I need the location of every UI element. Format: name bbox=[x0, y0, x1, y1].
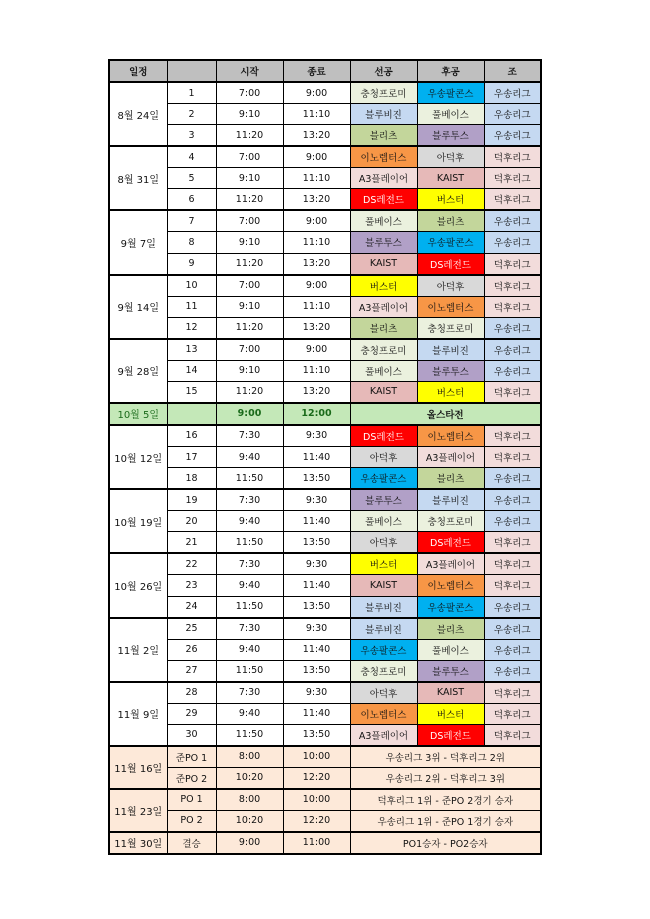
start-time-cell: 9:10 bbox=[216, 296, 283, 317]
matchup-cell: PO1승자 - PO2승자 bbox=[350, 832, 541, 854]
game-no-cell: 16 bbox=[167, 425, 216, 447]
start-time-cell: 9:40 bbox=[216, 575, 283, 596]
first-team-cell: 블루비진 bbox=[350, 596, 417, 618]
game-no-cell: 14 bbox=[167, 360, 216, 381]
second-team-cell: 충청프로미 bbox=[417, 511, 484, 532]
start-time-cell: 9:00 bbox=[216, 832, 283, 854]
end-time-cell: 12:20 bbox=[283, 810, 350, 832]
end-time-cell: 9:30 bbox=[283, 553, 350, 575]
league-cell: 우송리그 bbox=[484, 660, 541, 682]
league-cell: 우송리그 bbox=[484, 125, 541, 147]
date-cell: 10월 26일 bbox=[109, 553, 167, 617]
game-no-cell: 7 bbox=[167, 210, 216, 232]
first-team-cell: 블루투스 bbox=[350, 489, 417, 511]
second-team-cell: 우송팔콘스 bbox=[417, 82, 484, 104]
second-team-cell: 풀베이스 bbox=[417, 639, 484, 660]
second-team-cell: 버스터 bbox=[417, 703, 484, 724]
end-time-cell: 13:50 bbox=[283, 596, 350, 618]
start-time-cell: 7:30 bbox=[216, 553, 283, 575]
end-time-cell: 13:50 bbox=[283, 468, 350, 490]
game-row bbox=[109, 425, 541, 447]
first-team-cell: 우송팔콘스 bbox=[350, 639, 417, 660]
start-time-cell: 10:20 bbox=[216, 810, 283, 832]
header-date: 일정 bbox=[109, 60, 167, 82]
start-time-cell: 11:50 bbox=[216, 532, 283, 554]
second-team-cell: KAIST bbox=[417, 168, 484, 189]
second-team-cell: 이노렙터스 bbox=[417, 296, 484, 317]
end-time-cell: 11:00 bbox=[283, 832, 350, 854]
first-team-cell: KAIST bbox=[350, 575, 417, 596]
date-cell: 9월 28일 bbox=[109, 339, 167, 403]
league-cell: 덕후리그 bbox=[484, 189, 541, 211]
league-cell: 덕후리그 bbox=[484, 253, 541, 275]
league-cell: 덕후리그 bbox=[484, 381, 541, 403]
date-cell: 9월 7일 bbox=[109, 210, 167, 274]
game-no-cell: 26 bbox=[167, 639, 216, 660]
league-cell: 우송리그 bbox=[484, 82, 541, 104]
game-no-cell: 준PO 2 bbox=[167, 767, 216, 789]
start-time-cell: 9:10 bbox=[216, 104, 283, 125]
start-time-cell: 9:10 bbox=[216, 168, 283, 189]
start-time-cell: 9:10 bbox=[216, 360, 283, 381]
header-start: 시작 bbox=[216, 60, 283, 82]
date-cell: 11월 23일 bbox=[109, 789, 167, 832]
game-no-cell: 8 bbox=[167, 232, 216, 253]
header-end: 종료 bbox=[283, 60, 350, 82]
first-team-cell: 충청프로미 bbox=[350, 339, 417, 361]
end-time-cell: 11:40 bbox=[283, 446, 350, 467]
game-no-cell: 2 bbox=[167, 104, 216, 125]
second-team-cell: DS레전드 bbox=[417, 253, 484, 275]
start-time-cell: 10:20 bbox=[216, 767, 283, 789]
start-time-cell: 11:50 bbox=[216, 724, 283, 746]
league-cell: 덕후리그 bbox=[484, 553, 541, 575]
end-time-cell: 10:00 bbox=[283, 746, 350, 768]
game-row bbox=[109, 596, 541, 618]
end-time-cell: 11:40 bbox=[283, 703, 350, 724]
end-time-cell: 9:00 bbox=[283, 210, 350, 232]
game-no-cell: 13 bbox=[167, 339, 216, 361]
game-row bbox=[109, 168, 541, 189]
date-cell: 9월 14일 bbox=[109, 275, 167, 339]
league-cell: 우송리그 bbox=[484, 210, 541, 232]
playoff-row bbox=[109, 767, 541, 789]
date-cell: 11월 9일 bbox=[109, 682, 167, 746]
game-no-cell: 3 bbox=[167, 125, 216, 147]
second-team-cell: 블루투스 bbox=[417, 660, 484, 682]
second-team-cell: 풀베이스 bbox=[417, 104, 484, 125]
start-time-cell: 9:40 bbox=[216, 511, 283, 532]
first-team-cell: A3플레이어 bbox=[350, 724, 417, 746]
league-cell: 우송리그 bbox=[484, 232, 541, 253]
first-team-cell: KAIST bbox=[350, 381, 417, 403]
game-no-cell: PO 1 bbox=[167, 789, 216, 811]
end-time-cell: 13:20 bbox=[283, 253, 350, 275]
game-row bbox=[109, 210, 541, 232]
league-cell: 우송리그 bbox=[484, 317, 541, 339]
game-row bbox=[109, 189, 541, 211]
game-row bbox=[109, 575, 541, 596]
league-cell: 우송리그 bbox=[484, 468, 541, 490]
league-cell: 덕후리그 bbox=[484, 425, 541, 447]
date-cell: 10월 5일 bbox=[109, 403, 167, 425]
league-cell: 덕후리그 bbox=[484, 724, 541, 746]
game-no-cell bbox=[167, 403, 216, 425]
game-row bbox=[109, 253, 541, 275]
game-no-cell: 6 bbox=[167, 189, 216, 211]
second-team-cell: 우송팔콘스 bbox=[417, 232, 484, 253]
second-team-cell: 블리츠 bbox=[417, 618, 484, 640]
game-no-cell: 4 bbox=[167, 146, 216, 168]
first-team-cell: 블루비진 bbox=[350, 104, 417, 125]
game-row bbox=[109, 146, 541, 168]
allstar-row bbox=[109, 403, 541, 425]
matchup-cell: 덕후리그 1위 - 준PO 2경기 승자 bbox=[350, 789, 541, 811]
league-cell: 우송리그 bbox=[484, 489, 541, 511]
first-team-cell: 풀베이스 bbox=[350, 210, 417, 232]
start-time-cell: 9:00 bbox=[216, 403, 283, 425]
end-time-cell: 9:00 bbox=[283, 275, 350, 297]
end-time-cell: 9:30 bbox=[283, 618, 350, 640]
matchup-cell: 우송리그 3위 - 덕후리그 2위 bbox=[350, 746, 541, 768]
date-cell: 10월 12일 bbox=[109, 425, 167, 489]
game-row bbox=[109, 446, 541, 467]
date-cell: 8월 24일 bbox=[109, 82, 167, 146]
second-team-cell: 블루투스 bbox=[417, 360, 484, 381]
end-time-cell: 11:40 bbox=[283, 511, 350, 532]
game-no-cell: 결승 bbox=[167, 832, 216, 854]
end-time-cell: 10:00 bbox=[283, 789, 350, 811]
game-no-cell: 10 bbox=[167, 275, 216, 297]
league-cell: 우송리그 bbox=[484, 596, 541, 618]
second-team-cell: 블루비진 bbox=[417, 489, 484, 511]
start-time-cell: 11:50 bbox=[216, 660, 283, 682]
end-time-cell: 9:30 bbox=[283, 682, 350, 704]
first-team-cell: 블루비진 bbox=[350, 618, 417, 640]
start-time-cell: 7:30 bbox=[216, 618, 283, 640]
game-row bbox=[109, 275, 541, 297]
league-cell: 우송리그 bbox=[484, 511, 541, 532]
game-no-cell: 19 bbox=[167, 489, 216, 511]
first-team-cell: 블루투스 bbox=[350, 232, 417, 253]
game-no-cell: 28 bbox=[167, 682, 216, 704]
game-no-cell: 9 bbox=[167, 253, 216, 275]
game-row bbox=[109, 618, 541, 640]
playoff-row bbox=[109, 810, 541, 832]
end-time-cell: 11:10 bbox=[283, 296, 350, 317]
game-row bbox=[109, 104, 541, 125]
game-row bbox=[109, 660, 541, 682]
start-time-cell: 11:50 bbox=[216, 468, 283, 490]
end-time-cell: 12:00 bbox=[283, 403, 350, 425]
league-cell: 덕후리그 bbox=[484, 446, 541, 467]
start-time-cell: 7:30 bbox=[216, 489, 283, 511]
second-team-cell: 아덕후 bbox=[417, 275, 484, 297]
game-row bbox=[109, 468, 541, 490]
first-team-cell: KAIST bbox=[350, 253, 417, 275]
league-cell: 우송리그 bbox=[484, 618, 541, 640]
first-team-cell: 이노렙터스 bbox=[350, 703, 417, 724]
start-time-cell: 9:40 bbox=[216, 703, 283, 724]
end-time-cell: 11:40 bbox=[283, 575, 350, 596]
game-no-cell: 24 bbox=[167, 596, 216, 618]
game-row bbox=[109, 82, 541, 104]
first-team-cell: 우송팔콘스 bbox=[350, 468, 417, 490]
game-no-cell: 23 bbox=[167, 575, 216, 596]
start-time-cell: 7:00 bbox=[216, 146, 283, 168]
league-cell: 덕후리그 bbox=[484, 146, 541, 168]
start-time-cell: 7:00 bbox=[216, 82, 283, 104]
game-no-cell: 5 bbox=[167, 168, 216, 189]
second-team-cell: 이노렙터스 bbox=[417, 575, 484, 596]
first-team-cell: A3플레이어 bbox=[350, 168, 417, 189]
date-cell: 11월 30일 bbox=[109, 832, 167, 854]
end-time-cell: 13:50 bbox=[283, 660, 350, 682]
end-time-cell: 13:50 bbox=[283, 532, 350, 554]
second-team-cell: 블루비진 bbox=[417, 339, 484, 361]
start-time-cell: 8:00 bbox=[216, 746, 283, 768]
end-time-cell: 13:20 bbox=[283, 317, 350, 339]
game-no-cell: 20 bbox=[167, 511, 216, 532]
league-cell: 덕후리그 bbox=[484, 682, 541, 704]
schedule-table bbox=[108, 59, 542, 855]
first-team-cell: 충청프로미 bbox=[350, 82, 417, 104]
game-row bbox=[109, 639, 541, 660]
game-row bbox=[109, 381, 541, 403]
league-cell: 우송리그 bbox=[484, 339, 541, 361]
second-team-cell: 아덕후 bbox=[417, 146, 484, 168]
first-team-cell: 블리츠 bbox=[350, 317, 417, 339]
game-no-cell: 21 bbox=[167, 532, 216, 554]
end-time-cell: 11:10 bbox=[283, 168, 350, 189]
first-team-cell: 풀베이스 bbox=[350, 360, 417, 381]
start-time-cell: 9:40 bbox=[216, 639, 283, 660]
second-team-cell: 충청프로미 bbox=[417, 317, 484, 339]
game-no-cell: 22 bbox=[167, 553, 216, 575]
league-cell: 우송리그 bbox=[484, 104, 541, 125]
end-time-cell: 9:00 bbox=[283, 82, 350, 104]
league-cell: 우송리그 bbox=[484, 360, 541, 381]
game-row bbox=[109, 296, 541, 317]
second-team-cell: DS레전드 bbox=[417, 532, 484, 554]
first-team-cell: 충청프로미 bbox=[350, 660, 417, 682]
game-no-cell: 29 bbox=[167, 703, 216, 724]
game-row bbox=[109, 232, 541, 253]
header-game-no bbox=[167, 60, 216, 82]
start-time-cell: 11:50 bbox=[216, 596, 283, 618]
end-time-cell: 11:10 bbox=[283, 232, 350, 253]
end-time-cell: 9:00 bbox=[283, 339, 350, 361]
start-time-cell: 7:30 bbox=[216, 682, 283, 704]
start-time-cell: 9:40 bbox=[216, 446, 283, 467]
end-time-cell: 11:10 bbox=[283, 360, 350, 381]
start-time-cell: 11:20 bbox=[216, 381, 283, 403]
game-row bbox=[109, 724, 541, 746]
first-team-cell: 아덕후 bbox=[350, 446, 417, 467]
game-row bbox=[109, 703, 541, 724]
start-time-cell: 11:20 bbox=[216, 317, 283, 339]
second-team-cell: 버스터 bbox=[417, 189, 484, 211]
game-no-cell: 25 bbox=[167, 618, 216, 640]
game-row bbox=[109, 360, 541, 381]
second-team-cell: KAIST bbox=[417, 682, 484, 704]
first-team-cell: 풀베이스 bbox=[350, 511, 417, 532]
game-no-cell: 12 bbox=[167, 317, 216, 339]
game-row bbox=[109, 317, 541, 339]
end-time-cell: 9:30 bbox=[283, 425, 350, 447]
start-time-cell: 8:00 bbox=[216, 789, 283, 811]
header-second-team: 후공 bbox=[417, 60, 484, 82]
league-cell: 덕후리그 bbox=[484, 296, 541, 317]
start-time-cell: 7:00 bbox=[216, 275, 283, 297]
start-time-cell: 9:10 bbox=[216, 232, 283, 253]
second-team-cell: 버스터 bbox=[417, 381, 484, 403]
first-team-cell: 블리츠 bbox=[350, 125, 417, 147]
game-no-cell: 15 bbox=[167, 381, 216, 403]
game-row bbox=[109, 489, 541, 511]
second-team-cell: A3플레이어 bbox=[417, 446, 484, 467]
date-cell: 8월 31일 bbox=[109, 146, 167, 210]
league-cell: 덕후리그 bbox=[484, 275, 541, 297]
allstar-label: 올스타전 bbox=[350, 403, 541, 425]
end-time-cell: 13:20 bbox=[283, 189, 350, 211]
second-team-cell: 블루투스 bbox=[417, 125, 484, 147]
date-cell: 11월 2일 bbox=[109, 618, 167, 682]
first-team-cell: A3플레이어 bbox=[350, 296, 417, 317]
playoff-row bbox=[109, 789, 541, 811]
first-team-cell: DS레전드 bbox=[350, 425, 417, 447]
game-row bbox=[109, 339, 541, 361]
game-row bbox=[109, 553, 541, 575]
schedule-body bbox=[109, 82, 541, 854]
header-league: 조 bbox=[484, 60, 541, 82]
start-time-cell: 11:20 bbox=[216, 189, 283, 211]
second-team-cell: A3플레이어 bbox=[417, 553, 484, 575]
first-team-cell: 아덕후 bbox=[350, 682, 417, 704]
first-team-cell: 버스터 bbox=[350, 553, 417, 575]
game-row bbox=[109, 532, 541, 554]
end-time-cell: 13:20 bbox=[283, 125, 350, 147]
league-cell: 덕후리그 bbox=[484, 575, 541, 596]
game-no-cell: 18 bbox=[167, 468, 216, 490]
end-time-cell: 9:00 bbox=[283, 146, 350, 168]
second-team-cell: DS레전드 bbox=[417, 724, 484, 746]
first-team-cell: DS레전드 bbox=[350, 189, 417, 211]
second-team-cell: 블리츠 bbox=[417, 210, 484, 232]
start-time-cell: 11:20 bbox=[216, 125, 283, 147]
game-no-cell: 준PO 1 bbox=[167, 746, 216, 768]
game-row bbox=[109, 125, 541, 147]
first-team-cell: 아덕후 bbox=[350, 532, 417, 554]
header-first-team: 선공 bbox=[350, 60, 417, 82]
end-time-cell: 9:30 bbox=[283, 489, 350, 511]
schedule-header bbox=[109, 60, 541, 82]
playoff-row bbox=[109, 832, 541, 854]
end-time-cell: 11:40 bbox=[283, 639, 350, 660]
start-time-cell: 11:20 bbox=[216, 253, 283, 275]
second-team-cell: 이노렙터스 bbox=[417, 425, 484, 447]
game-no-cell: 1 bbox=[167, 82, 216, 104]
matchup-cell: 우송리그 2위 - 덕후리그 3위 bbox=[350, 767, 541, 789]
start-time-cell: 7:30 bbox=[216, 425, 283, 447]
game-no-cell: PO 2 bbox=[167, 810, 216, 832]
end-time-cell: 12:20 bbox=[283, 767, 350, 789]
first-team-cell: 이노렙터스 bbox=[350, 146, 417, 168]
game-row bbox=[109, 511, 541, 532]
end-time-cell: 13:20 bbox=[283, 381, 350, 403]
league-cell: 덕후리그 bbox=[484, 703, 541, 724]
game-no-cell: 30 bbox=[167, 724, 216, 746]
second-team-cell: 블리츠 bbox=[417, 468, 484, 490]
league-cell: 우송리그 bbox=[484, 639, 541, 660]
playoff-row bbox=[109, 746, 541, 768]
end-time-cell: 11:10 bbox=[283, 104, 350, 125]
start-time-cell: 7:00 bbox=[216, 210, 283, 232]
date-cell: 10월 19일 bbox=[109, 489, 167, 553]
game-no-cell: 17 bbox=[167, 446, 216, 467]
second-team-cell: 우송팔콘스 bbox=[417, 596, 484, 618]
matchup-cell: 우송리그 1위 - 준PO 1경기 승자 bbox=[350, 810, 541, 832]
start-time-cell: 7:00 bbox=[216, 339, 283, 361]
end-time-cell: 13:50 bbox=[283, 724, 350, 746]
game-row bbox=[109, 682, 541, 704]
game-no-cell: 27 bbox=[167, 660, 216, 682]
game-no-cell: 11 bbox=[167, 296, 216, 317]
first-team-cell: 버스터 bbox=[350, 275, 417, 297]
league-cell: 덕후리그 bbox=[484, 168, 541, 189]
league-cell: 덕후리그 bbox=[484, 532, 541, 554]
date-cell: 11월 16일 bbox=[109, 746, 167, 789]
